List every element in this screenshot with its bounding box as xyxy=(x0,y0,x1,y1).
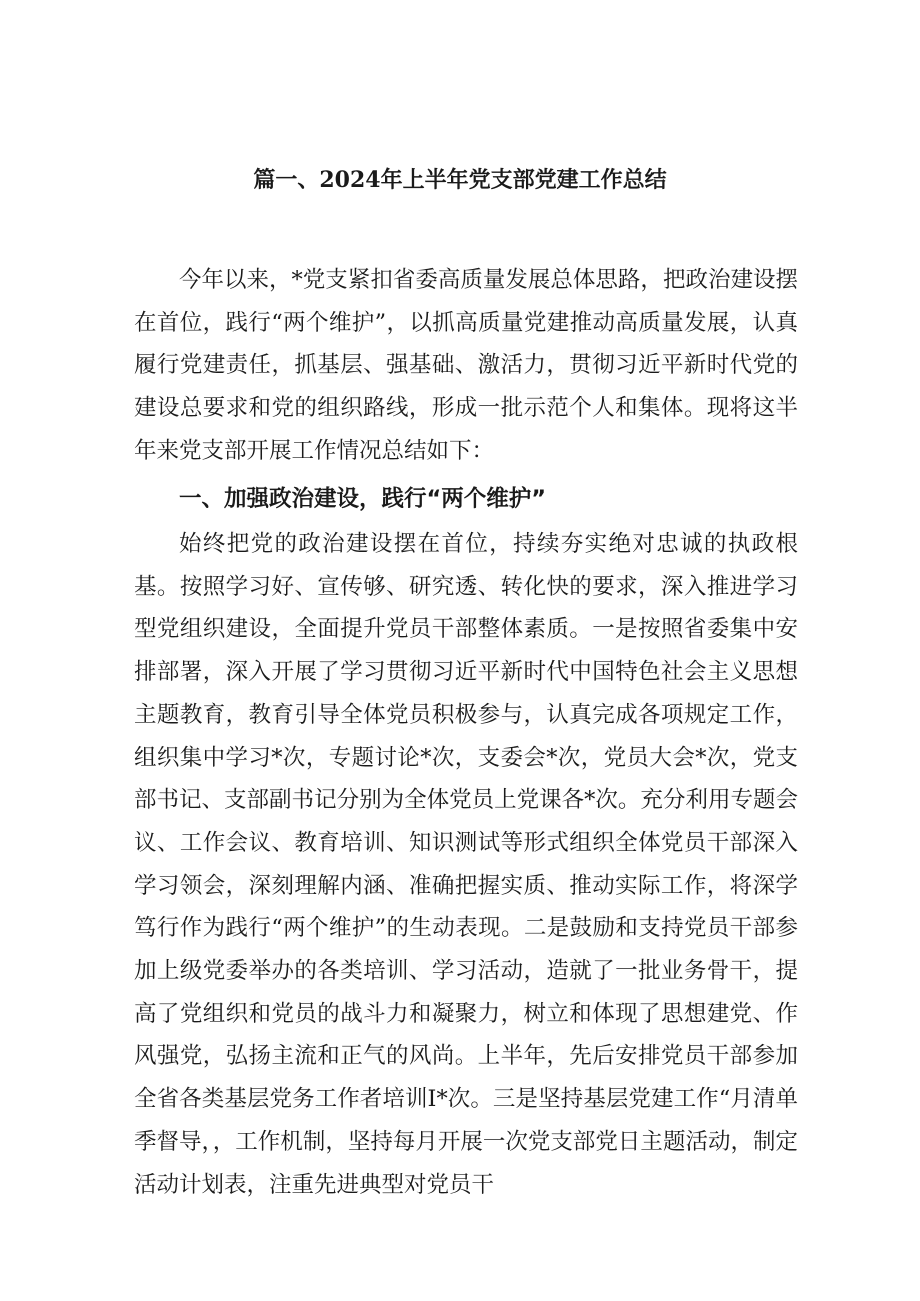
intro-paragraph: 今年以来，*党支紧扣省委高质量发展总体思路，把政治建设摆在首位，践行“两个维护”，以抓高质量党建推动高质量发展，认真履行党建责任，抓基层、强基础、激活力，贯彻习近平新时代党的建设总要求和党的组织路线，形成一批示范个人和集体。现将这半年来党支部开展工作情况总结如下： xyxy=(134,267,798,464)
section-heading-1: 一、加强政治建设，践行“两个维护” xyxy=(179,486,547,512)
section-1-paragraph: 始终把党的政治建设摆在首位，持续夯实绝对忠诚的执政根基。按照学习好、宣传够、研究透、转化快的要求，深入推进学习型党组织建设，全面提升党员干部整体素质。一是按照省委集中安排部署，深入开展了学习贯彻习近平新时代中国特色社会主义思想主题教育，教育引导全体党员积极参与，认真完成各项规定工作，组织集中学习*次，专题讨论*次，支委会*次，党员大会*次，党支部书记、支部副书记分别为全体党员上党课各*次。充分利用专题会议、工作会议、教育培训、知识测试等形式组织全体党员干部深入学习领会，深刻理解内涵、准确把握实质、推动实际工作，将深学笃行作为践行“两个维护”的生动表现。二是鼓励和支持党员干部参加上级党委举办的各类培训、学习活动，造就了一批业务骨干，提高了党组织和党员的战斗力和凝聚力，树立和体现了思想建党、作风强党，弘扬主流和正气的风尚。上半年，先后安排党员干部参加全省各类基层党务工作者培训I*次。三是坚持基层党建工作“月清单季督导，，工作机制，坚持每月开展一次党支部党日主题活动，制定活动计划表，注重先进典型对党员干 xyxy=(134,531,798,1198)
document-title: 篇一、2024年上半年党支部党建工作总结 xyxy=(253,167,667,193)
